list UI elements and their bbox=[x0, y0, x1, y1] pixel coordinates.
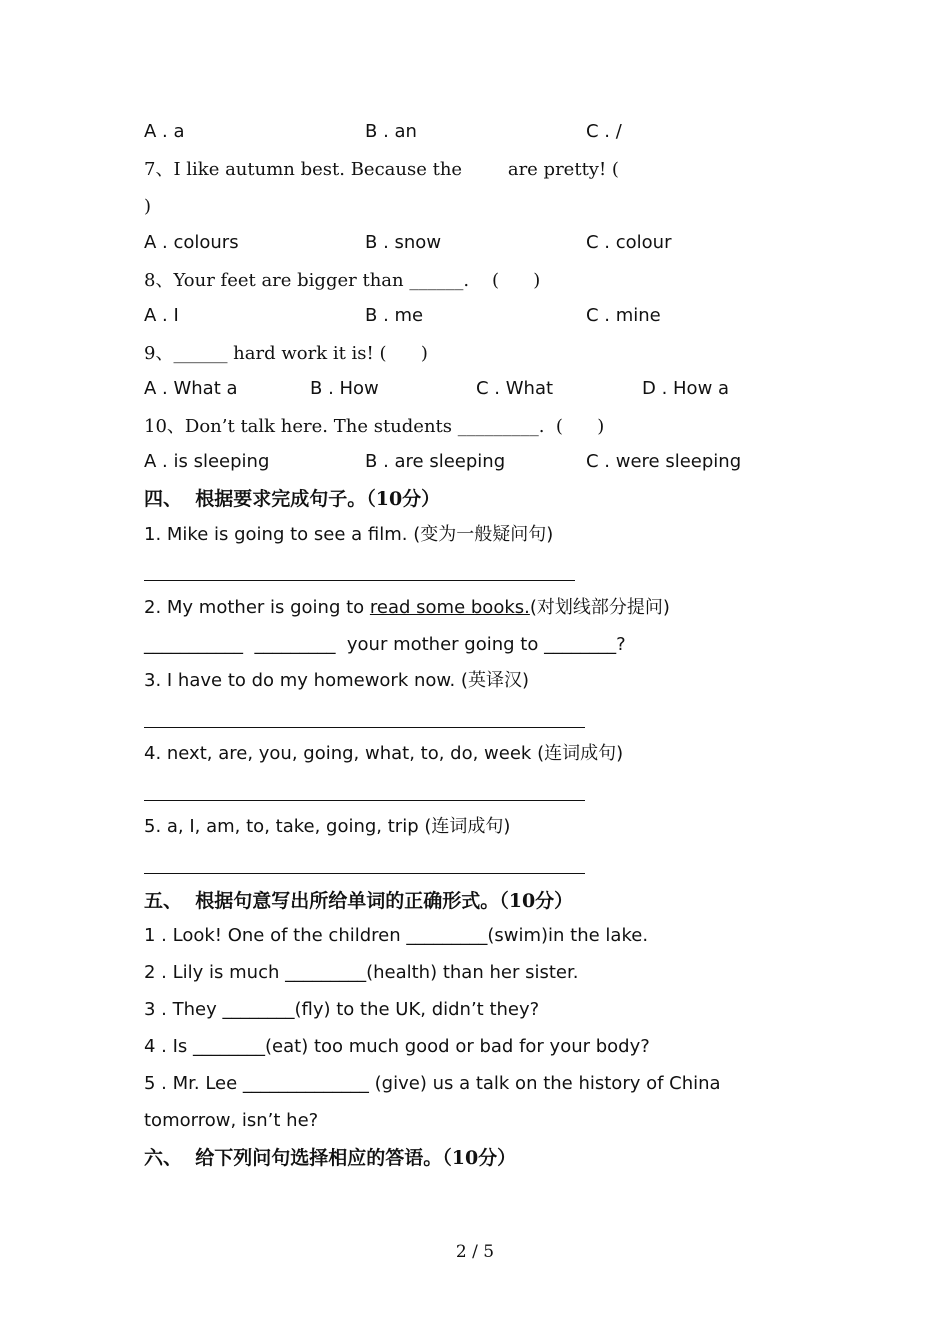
q6-option-c: C . / bbox=[586, 121, 622, 142]
q8-option-b: B . me bbox=[365, 305, 424, 326]
s4-question-4: 4. next, are, you, going, what, to, do, week (连词成句) bbox=[144, 743, 624, 764]
page-number: 2 / 5 bbox=[455, 1242, 495, 1262]
s4-question-5: 5. a, I, am, to, take, going, trip (连词成句) bbox=[144, 816, 511, 837]
q9-option-b: B . How bbox=[310, 378, 379, 399]
q7-stem: 7、I like autumn best. Because the are pretty! ( bbox=[144, 159, 619, 180]
underlined-phrase: read some books. bbox=[369, 597, 530, 618]
q9-stem: 9、______ hard work it is! ( ) bbox=[144, 343, 428, 364]
s5-question-2: 2 . Lily is much _________(health) than her sister. bbox=[144, 962, 579, 983]
s4-answer-line-5 bbox=[144, 873, 585, 874]
q6-option-a: A . a bbox=[144, 121, 185, 142]
q9-option-c: C . What bbox=[476, 378, 554, 399]
s4-answer-line-1 bbox=[144, 580, 575, 581]
q7-option-b: B . snow bbox=[365, 232, 442, 253]
s4-answer-line-3 bbox=[144, 727, 585, 728]
q7-option-c: C . colour bbox=[586, 232, 672, 253]
s4-answer-line-4 bbox=[144, 800, 585, 801]
q6-option-b: B . an bbox=[365, 121, 417, 142]
q9-option-a: A . What a bbox=[144, 378, 238, 399]
q7-option-a: A . colours bbox=[144, 232, 239, 253]
s4-question-2: 2. My mother is going to read some books.(对划线部分提问) bbox=[144, 597, 670, 618]
section-6-title: 六、 给下列问句选择相应的答语。（10分） bbox=[144, 1147, 517, 1169]
section-4-title: 四、 根据要求完成句子。（10分） bbox=[144, 488, 441, 510]
q10-option-b: B . are sleeping bbox=[365, 451, 506, 472]
q7-stem-end: ) bbox=[144, 196, 152, 217]
s5-question-1: 1 . Look! One of the children _________(swim)in the lake. bbox=[144, 925, 649, 946]
q9-option-d: D . How a bbox=[642, 378, 730, 399]
q10-option-a: A . is sleeping bbox=[144, 451, 270, 472]
s5-question-5-line-1: 5 . Mr. Lee ______________ (give) us a talk on the history of China bbox=[144, 1073, 721, 1094]
section-5-title: 五、 根据句意写出所给单词的正确形式。（10分） bbox=[144, 890, 574, 912]
s5-question-3: 3 . They ________(fly) to the UK, didn’t they? bbox=[144, 999, 540, 1020]
q8-option-a: A . I bbox=[144, 305, 179, 326]
q8-option-c: C . mine bbox=[586, 305, 661, 326]
s5-question-4: 4 . Is ________(eat) too much good or bad for your body? bbox=[144, 1036, 650, 1057]
s4-question-1: 1. Mike is going to see a film. (变为一般疑问句) bbox=[144, 524, 554, 545]
q10-stem: 10、Don’t talk here. The students _________. ( ) bbox=[144, 416, 605, 437]
q10-option-c: C . were sleeping bbox=[586, 451, 742, 472]
q8-stem: 8、Your feet are bigger than ______. ( ) bbox=[144, 270, 541, 291]
s4-question-2-answer: ___________ _________ your mother going to ________? bbox=[144, 634, 626, 655]
s4-question-3: 3. I have to do my homework now. (英译汉) bbox=[144, 670, 529, 691]
s5-question-5-line-2: tomorrow, isn’t he? bbox=[144, 1110, 319, 1131]
